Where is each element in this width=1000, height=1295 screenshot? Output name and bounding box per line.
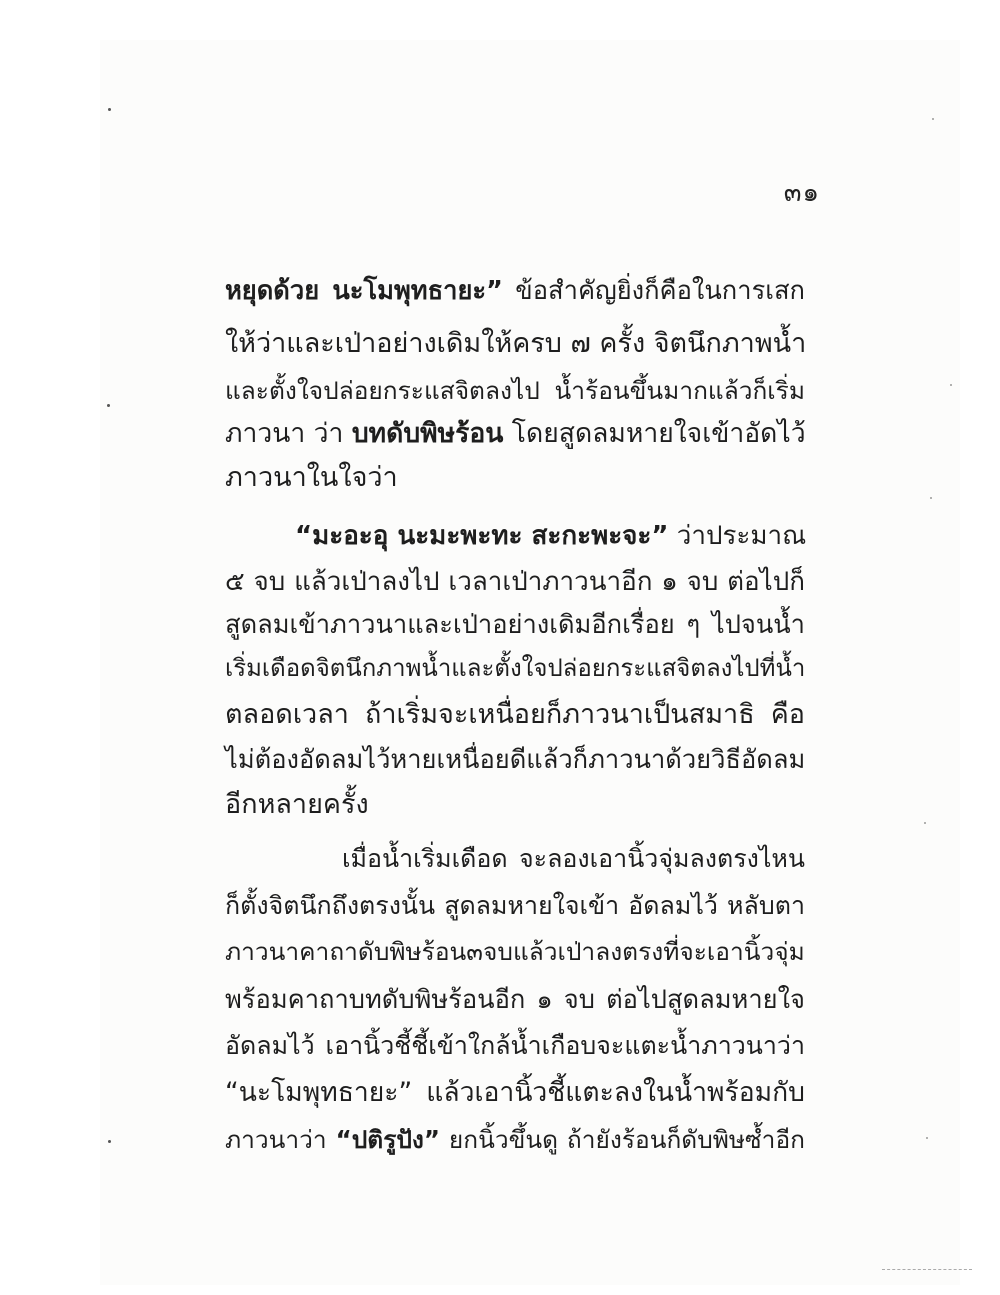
text-run: ก็ตั้งจิตนึกถึงตรงนั้น สูดลมหายใจเข้า อัดลมไว้ หลับตา [225, 891, 805, 920]
text-run: ไม่ต้องอัดลมไว้หายเหนื่อยดีแล้วก็ภาวนาด้วยวิธีอัดลม [225, 745, 806, 775]
bold-text-run: “ปติรูปัง” [335, 1125, 440, 1154]
text-run: ภาวนาว่า [225, 1125, 336, 1154]
text-line [225, 1026, 805, 1066]
scan-speck [108, 108, 111, 111]
text-run: ภาวนาในใจว่า [225, 462, 398, 493]
text-line [225, 414, 805, 454]
text-run: อีกหลายครั้ง [225, 789, 369, 820]
bold-text-run: หยุดด้วย นะโมพุทธายะ” [225, 276, 503, 306]
text-line [225, 371, 805, 411]
text-run: พร้อมคาถาบทดับพิษร้อนอีก ๑ จบ ต่อไปสูดลมหายใจ [225, 985, 805, 1015]
scan-speck [950, 384, 952, 386]
text-run: ข้อสำคัญยิ่งก็คือในการเสก [502, 276, 805, 306]
text-line [225, 695, 805, 735]
text-run: สูดลมเข้าภาวนาและเป่าอย่างเดิมอีกเรื่อย ๆ ไปจนน้ำ [225, 610, 805, 640]
text-line [225, 740, 805, 780]
text-line [225, 648, 805, 688]
text-line [225, 886, 805, 926]
text-line [225, 785, 805, 825]
text-run: ภาวนา ว่า [225, 418, 352, 449]
text-line [342, 839, 805, 879]
scan-speck [926, 1137, 928, 1139]
text-line [225, 980, 805, 1020]
text-run: ภาวนาคาถาดับพิษร้อน๓จบแล้วเป่าลงตรงที่จะเอานิ้วจุ่ม [225, 937, 805, 966]
text-run: ตลอดเวลา ถ้าเริ่มจะเหนื่อยก็ภาวนาเป็นสมาธิ คือ [225, 699, 805, 730]
scan-speck [108, 1140, 111, 1143]
page-number: ๓๑ [783, 178, 820, 208]
text-run: ว่าประมาณ [668, 521, 807, 551]
text-line [225, 1073, 805, 1113]
text-run: ยกนิ้วขึ้นดู ถ้ายังร้อนก็ดับพิษซ้ำอีก [439, 1125, 805, 1154]
bold-text-run: บทดับพิษร้อน [351, 418, 504, 449]
text-line [225, 324, 805, 364]
scan-speck [930, 497, 932, 499]
scan-artifact [882, 1269, 972, 1273]
text-run: เมื่อน้ำเริ่มเดือด จะลองเอานิ้วจุ่มลงตรงไหน [342, 844, 805, 873]
text-run: โดยสูดลมหายใจเข้าอัดไว้ [503, 418, 806, 449]
text-line [225, 458, 805, 498]
text-line [225, 562, 805, 602]
text-run: และตั้งใจปล่อยกระแสจิตลงไป น้ำร้อนขึ้นมากแล้วก็เริ่ม [225, 376, 805, 405]
scan-speck [932, 118, 934, 120]
text-line [225, 271, 805, 311]
text-run: ๕ จบ แล้วเป่าลงไป เวลาเป่าภาวนาอีก ๑ จบ ต่อไปก็ [225, 567, 805, 597]
scan-speck [107, 404, 110, 407]
text-line [225, 1120, 805, 1160]
text-run: อัดลมไว้ เอานิ้วชี้ชี้เข้าใกล้น้ำเกือบจะแตะน้ำภาวนาว่า [225, 1031, 805, 1060]
text-line [225, 932, 805, 972]
text-run: ให้ว่าและเป่าอย่างเดิมให้ครบ ๗ ครั้ง จิตนึกภาพน้ำ [225, 328, 807, 359]
text-line [225, 605, 805, 645]
text-line [295, 516, 805, 556]
scan-speck [924, 822, 926, 824]
text-run: เริ่มเดือดจิตนึกภาพน้ำและตั้งใจปล่อยกระแสจิตลงไปที่น้ำ [225, 654, 806, 682]
bold-text-run: “มะอะอุ นะมะพะทะ สะกะพะจะ” [295, 521, 669, 551]
text-run: “นะโมพุทธายะ” แล้วเอานิ้วชี้แตะลงในน้ำพร้อมกับ [225, 1077, 805, 1108]
